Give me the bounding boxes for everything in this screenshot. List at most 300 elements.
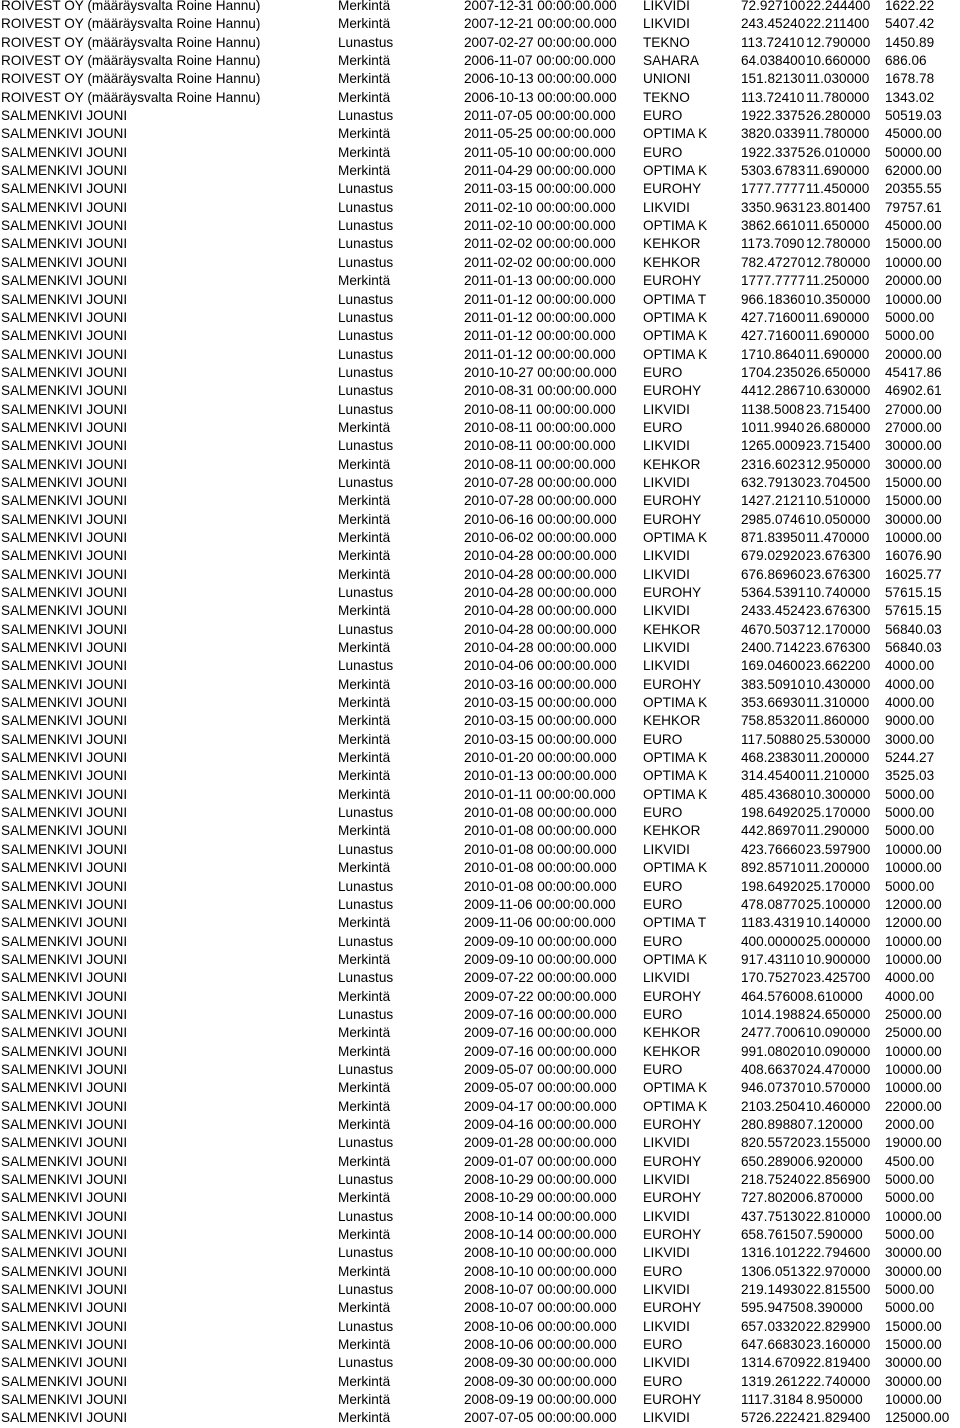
unit-count: 658.76150 (741, 1227, 806, 1243)
fund-name: SAHARA (643, 53, 699, 69)
transaction-date: 2006-10-13 00:00:00.000 (464, 71, 617, 87)
fund-name: OPTIMA T (643, 291, 707, 307)
transaction-type: Lunastus (338, 1061, 394, 1077)
transaction-type: Merkintä (338, 456, 391, 472)
unit-count: 1710.8640 (741, 346, 806, 362)
unit-count: 727.80200 (741, 1190, 806, 1206)
amount: 5000.00 (885, 1227, 935, 1243)
owner-name: ROIVEST OY (määräysvalta Roine Hannu) (1, 53, 261, 69)
transaction-type: Merkintä (338, 640, 391, 656)
transaction-type: Lunastus (338, 218, 394, 234)
fund-name: EURO (643, 364, 683, 380)
transaction-type: Merkintä (338, 823, 391, 839)
owner-name: SALMENKIVI JOUNI (1, 493, 128, 509)
table-row (0, 346, 960, 364)
owner-name: SALMENKIVI JOUNI (1, 896, 128, 912)
transaction-date: 2007-12-31 00:00:00.000 (464, 0, 617, 13)
fund-name: EURO (643, 419, 683, 435)
transaction-date: 2010-06-02 00:00:00.000 (464, 529, 617, 545)
amount: 15000.00 (885, 493, 942, 509)
unit-count: 4670.5037 (741, 621, 806, 637)
amount: 1343.02 (885, 89, 935, 105)
amount: 20355.55 (885, 181, 942, 197)
transaction-date: 2010-06-16 00:00:00.000 (464, 511, 617, 527)
owner-name: SALMENKIVI JOUNI (1, 1098, 128, 1114)
unit-count: 1173.7090 (741, 236, 805, 252)
table-row (0, 969, 960, 987)
transaction-date: 2010-01-08 00:00:00.000 (464, 841, 617, 857)
owner-name: SALMENKIVI JOUNI (1, 1282, 128, 1298)
amount: 10000.00 (885, 1208, 942, 1224)
unit-price: 23.715400 (806, 401, 871, 417)
fund-name: LIKVIDI (643, 970, 690, 986)
owner-name: SALMENKIVI JOUNI (1, 585, 128, 600)
transaction-type: Merkintä (338, 915, 391, 931)
amount: 22000.00 (885, 1098, 942, 1114)
transaction-type: Merkintä (338, 1392, 391, 1408)
table-row (0, 1061, 960, 1079)
owner-name: SALMENKIVI JOUNI (1, 1355, 128, 1371)
amount: 10000.00 (885, 1392, 942, 1408)
table-row (0, 327, 960, 345)
table-row (0, 657, 960, 675)
transaction-date: 2010-07-28 00:00:00.000 (464, 474, 617, 490)
table-row (0, 694, 960, 712)
unit-price: 11.200000 (806, 750, 870, 766)
table-row (0, 254, 960, 272)
transaction-type: Lunastus (338, 970, 394, 986)
unit-price: 26.280000 (806, 108, 871, 124)
owner-name: SALMENKIVI JOUNI (1, 658, 128, 674)
unit-count: 1319.2612 (741, 1373, 806, 1389)
amount: 30000.00 (885, 1355, 942, 1371)
transaction-date: 2009-11-06 00:00:00.000 (464, 896, 616, 912)
owner-name: SALMENKIVI JOUNI (1, 841, 128, 857)
transaction-date: 2007-02-27 00:00:00.000 (464, 34, 617, 50)
fund-name: LIKVIDI (643, 841, 690, 857)
unit-price: 23.704500 (806, 474, 871, 490)
unit-count: 383.50910 (741, 676, 806, 692)
unit-count: 64.038400 (741, 53, 806, 69)
owner-name: SALMENKIVI JOUNI (1, 144, 128, 160)
owner-name: SALMENKIVI JOUNI (1, 273, 128, 289)
owner-name: SALMENKIVI JOUNI (1, 1227, 128, 1243)
table-row (0, 180, 960, 198)
transaction-type: Lunastus (338, 309, 394, 325)
transaction-type: Lunastus (338, 346, 394, 362)
amount: 30000.00 (885, 456, 942, 472)
unit-price: 11.450000 (806, 181, 870, 197)
amount: 4000.00 (885, 970, 935, 986)
unit-price: 12.170000 (806, 621, 871, 637)
transaction-date: 2011-05-10 00:00:00.000 (464, 144, 616, 160)
transaction-type: Lunastus (338, 585, 394, 600)
transaction-date: 2009-05-07 00:00:00.000 (464, 1061, 617, 1077)
transaction-type: Merkintä (338, 511, 391, 527)
unit-count: 1922.3375 (741, 108, 806, 124)
unit-price: 22.970000 (806, 1263, 871, 1279)
owner-name: SALMENKIVI JOUNI (1, 438, 128, 454)
owner-name: SALMENKIVI JOUNI (1, 199, 128, 215)
owner-name: SALMENKIVI JOUNI (1, 126, 128, 142)
transaction-type: Lunastus (338, 438, 394, 454)
owner-name: SALMENKIVI JOUNI (1, 548, 128, 564)
transaction-date: 2009-07-22 00:00:00.000 (464, 988, 617, 1004)
transaction-type: Merkintä (338, 1153, 391, 1169)
table-row (0, 162, 960, 180)
unit-price: 23.160000 (806, 1337, 871, 1353)
owner-name: ROIVEST OY (määräysvalta Roine Hannu) (1, 89, 261, 105)
unit-count: 1265.0009 (741, 438, 806, 454)
table-row (0, 1116, 960, 1134)
transaction-date: 2009-04-17 00:00:00.000 (464, 1098, 617, 1114)
amount: 4000.00 (885, 676, 935, 692)
unit-count: 4412.2867 (741, 383, 806, 399)
table-row (0, 1098, 960, 1116)
table-row (0, 15, 960, 33)
table-row (0, 1373, 960, 1391)
transaction-type: Merkintä (338, 493, 391, 509)
owner-name: SALMENKIVI JOUNI (1, 713, 128, 729)
unit-price: 10.090000 (806, 1025, 871, 1041)
transaction-type: Lunastus (338, 401, 394, 417)
unit-price: 10.740000 (806, 585, 871, 600)
unit-price: 10.350000 (806, 291, 871, 307)
fund-name: LIKVIDI (643, 1282, 690, 1298)
fund-name: KEHKOR (643, 823, 701, 839)
transaction-type: Merkintä (338, 1190, 391, 1206)
amount: 15000.00 (885, 236, 942, 252)
owner-name: SALMENKIVI JOUNI (1, 401, 128, 417)
owner-name: SALMENKIVI JOUNI (1, 1392, 128, 1408)
transaction-type: Merkintä (338, 144, 391, 160)
amount: 12000.00 (885, 896, 942, 912)
unit-price: 23.597900 (806, 841, 871, 857)
transaction-type: Lunastus (338, 254, 394, 270)
fund-name: EURO (643, 878, 683, 894)
unit-price: 10.510000 (806, 493, 871, 509)
transaction-date: 2011-01-12 00:00:00.000 (464, 328, 616, 344)
table-row (0, 52, 960, 70)
owner-name: SALMENKIVI JOUNI (1, 915, 128, 931)
fund-name: KEHKOR (643, 621, 701, 637)
unit-price: 25.100000 (806, 896, 871, 912)
transaction-date: 2009-01-07 00:00:00.000 (464, 1153, 617, 1169)
unit-price: 11.690000 (806, 328, 870, 344)
transaction-date: 2010-04-28 00:00:00.000 (464, 566, 617, 582)
owner-name: SALMENKIVI JOUNI (1, 731, 128, 747)
owner-name: SALMENKIVI JOUNI (1, 474, 128, 490)
unit-count: 820.55720 (741, 1135, 806, 1151)
unit-count: 650.28900 (741, 1153, 806, 1169)
table-row (0, 841, 960, 859)
unit-count: 2477.7006 (741, 1025, 806, 1041)
table-row (0, 1281, 960, 1299)
transaction-date: 2010-01-20 00:00:00.000 (464, 750, 617, 766)
amount: 10000.00 (885, 254, 942, 270)
transaction-date: 2009-09-10 00:00:00.000 (464, 951, 617, 967)
unit-count: 478.08770 (741, 896, 806, 912)
transaction-date: 2010-04-28 00:00:00.000 (464, 621, 617, 637)
owner-name: SALMENKIVI JOUNI (1, 805, 128, 821)
amount: 5000.00 (885, 309, 935, 325)
table-row (0, 1079, 960, 1097)
transaction-date: 2009-07-16 00:00:00.000 (464, 1043, 617, 1059)
unit-price: 11.310000 (806, 695, 870, 711)
fund-name: OPTIMA K (643, 695, 708, 711)
unit-price: 10.660000 (806, 53, 871, 69)
fund-name: TEKNO (643, 89, 690, 105)
owner-name: SALMENKIVI JOUNI (1, 419, 128, 435)
table-row (0, 767, 960, 785)
unit-count: 151.82130 (741, 71, 806, 87)
table-row (0, 878, 960, 896)
transaction-type: Lunastus (338, 199, 394, 215)
unit-price: 11.470000 (806, 529, 870, 545)
fund-name: EUROHY (643, 676, 702, 692)
unit-price: 22.856900 (806, 1172, 871, 1187)
amount: 62000.00 (885, 163, 942, 179)
unit-count: 314.45400 (741, 768, 806, 784)
unit-count: 1427.2121 (741, 493, 806, 509)
transaction-type: Merkintä (338, 1098, 391, 1114)
transaction-type: Merkintä (338, 750, 391, 766)
amount: 30000.00 (885, 511, 942, 527)
unit-count: 218.75240 (741, 1172, 806, 1187)
fund-name: OPTIMA K (643, 309, 708, 325)
unit-count: 647.66830 (741, 1337, 806, 1353)
fund-name: EUROHY (643, 181, 702, 197)
unit-price: 22.810000 (806, 1208, 871, 1224)
owner-name: SALMENKIVI JOUNI (1, 621, 128, 637)
owner-name: SALMENKIVI JOUNI (1, 328, 128, 344)
table-row (0, 0, 960, 15)
owner-name: SALMENKIVI JOUNI (1, 1245, 128, 1261)
table-row (0, 804, 960, 822)
transaction-type: Merkintä (338, 1300, 391, 1316)
amount: 3000.00 (885, 731, 935, 747)
unit-count: 595.94750 (741, 1300, 806, 1316)
table-row (0, 1409, 960, 1427)
transaction-date: 2010-01-08 00:00:00.000 (464, 805, 617, 821)
owner-name: SALMENKIVI JOUNI (1, 218, 128, 234)
owner-name: SALMENKIVI JOUNI (1, 1025, 128, 1041)
owner-name: SALMENKIVI JOUNI (1, 254, 128, 270)
table-row (0, 70, 960, 88)
table-row (0, 951, 960, 969)
amount: 16025.77 (885, 566, 942, 582)
unit-price: 25.170000 (806, 878, 871, 894)
table-row (0, 1391, 960, 1409)
unit-count: 5364.5391 (741, 585, 806, 600)
unit-count: 676.86960 (741, 566, 806, 582)
owner-name: SALMENKIVI JOUNI (1, 1061, 128, 1077)
fund-name: LIKVIDI (643, 1172, 690, 1187)
transaction-type: Merkintä (338, 163, 391, 179)
table-row (0, 621, 960, 639)
fund-name: EURO (643, 108, 683, 124)
amount: 50000.00 (885, 144, 942, 160)
unit-count: 1314.6709 (741, 1355, 806, 1371)
transaction-type: Lunastus (338, 1318, 394, 1334)
amount: 30000.00 (885, 1373, 942, 1389)
unit-price: 10.140000 (806, 915, 871, 931)
transaction-type: Merkintä (338, 768, 391, 784)
unit-price: 11.780000 (806, 126, 870, 142)
owner-name: SALMENKIVI JOUNI (1, 1208, 128, 1224)
transaction-type: Merkintä (338, 1043, 391, 1059)
owner-name: SALMENKIVI JOUNI (1, 970, 128, 986)
transaction-type: Merkintä (338, 951, 391, 967)
unit-price: 22.244400 (806, 0, 871, 13)
unit-price: 12.780000 (806, 254, 871, 270)
amount: 46902.61 (885, 383, 942, 399)
transaction-date: 2010-04-28 00:00:00.000 (464, 548, 617, 564)
transaction-date: 2009-04-16 00:00:00.000 (464, 1116, 617, 1132)
owner-name: SALMENKIVI JOUNI (1, 860, 128, 876)
unit-count: 991.08020 (741, 1043, 806, 1059)
fund-name: EUROHY (643, 585, 702, 600)
fund-name: LIKVIDI (643, 658, 690, 674)
unit-count: 400.00000 (741, 933, 806, 949)
unit-count: 243.45240 (741, 16, 806, 32)
unit-price: 10.570000 (806, 1080, 871, 1096)
transaction-date: 2010-03-15 00:00:00.000 (464, 731, 617, 747)
transaction-type: Merkintä (338, 786, 391, 802)
fund-name: EUROHY (643, 988, 702, 1004)
unit-count: 113.72410 (741, 89, 805, 105)
transaction-date: 2010-01-08 00:00:00.000 (464, 823, 617, 839)
unit-count: 892.85710 (741, 860, 806, 876)
transaction-type: Merkintä (338, 1025, 391, 1041)
owner-name: SALMENKIVI JOUNI (1, 988, 128, 1004)
amount: 4000.00 (885, 695, 935, 711)
unit-count: 3862.6610 (741, 218, 806, 234)
transaction-type: Lunastus (338, 621, 394, 637)
amount: 5000.00 (885, 1300, 935, 1316)
fund-name: LIKVIDI (643, 603, 690, 619)
transaction-date: 2011-01-12 00:00:00.000 (464, 346, 616, 362)
unit-count: 917.43110 (741, 951, 805, 967)
transaction-type: Merkintä (338, 676, 391, 692)
transaction-date: 2010-01-08 00:00:00.000 (464, 878, 617, 894)
unit-count: 2400.7142 (741, 640, 806, 656)
owner-name: SALMENKIVI JOUNI (1, 1043, 128, 1059)
transaction-date: 2009-01-28 00:00:00.000 (464, 1135, 617, 1151)
table-row (0, 1318, 960, 1336)
transaction-type: Merkintä (338, 53, 391, 69)
unit-count: 427.71600 (741, 309, 806, 325)
unit-count: 632.79130 (741, 474, 806, 490)
table-row (0, 988, 960, 1006)
transaction-type: Lunastus (338, 1282, 394, 1298)
owner-name: SALMENKIVI JOUNI (1, 108, 128, 124)
fund-name: EURO (643, 1373, 683, 1389)
fund-name: LIKVIDI (643, 1135, 690, 1151)
fund-name: LIKVIDI (643, 548, 690, 564)
unit-price: 22.211400 (806, 16, 870, 32)
fund-name: KEHKOR (643, 713, 701, 729)
transaction-type: Lunastus (338, 1245, 394, 1261)
fund-name: OPTIMA K (643, 1080, 708, 1096)
unit-count: 2103.2504 (741, 1098, 806, 1114)
transaction-date: 2010-07-28 00:00:00.000 (464, 493, 617, 509)
unit-price: 8.610000 (806, 988, 863, 1004)
unit-count: 2316.6023 (741, 456, 806, 472)
unit-price: 23.676300 (806, 566, 871, 582)
unit-price: 26.010000 (806, 144, 871, 160)
transaction-date: 2006-10-13 00:00:00.000 (464, 89, 617, 105)
unit-count: 871.83950 (741, 529, 806, 545)
table-row (0, 1244, 960, 1262)
transaction-type: Lunastus (338, 896, 394, 912)
transaction-date: 2010-08-11 00:00:00.000 (464, 456, 616, 472)
unit-count: 966.18360 (741, 291, 806, 307)
unit-price: 23.676300 (806, 548, 871, 564)
table-row (0, 364, 960, 382)
unit-price: 12.950000 (806, 456, 871, 472)
unit-price: 25.530000 (806, 731, 871, 747)
fund-name: EURO (643, 1061, 683, 1077)
amount: 5407.42 (885, 16, 935, 32)
transaction-type: Merkintä (338, 419, 391, 435)
table-row (0, 291, 960, 309)
amount: 2000.00 (885, 1116, 935, 1132)
amount: 4500.00 (885, 1153, 935, 1169)
table-row (0, 89, 960, 107)
table-row (0, 859, 960, 877)
transaction-date: 2008-10-10 00:00:00.000 (464, 1263, 617, 1279)
owner-name: SALMENKIVI JOUNI (1, 291, 128, 307)
transaction-date: 2010-04-28 00:00:00.000 (464, 585, 617, 600)
amount: 10000.00 (885, 933, 942, 949)
fund-name: LIKVIDI (643, 1355, 690, 1371)
unit-price: 11.690000 (806, 163, 870, 179)
transaction-type: Merkintä (338, 1227, 391, 1243)
table-row (0, 437, 960, 455)
transaction-type: Merkintä (338, 1080, 391, 1096)
owner-name: SALMENKIVI JOUNI (1, 1172, 128, 1187)
table-row (0, 199, 960, 217)
fund-name: KEHKOR (643, 1025, 701, 1041)
transaction-type: Merkintä (338, 603, 391, 619)
amount: 125000.00 (885, 1410, 950, 1426)
fund-name: UNIONI (643, 71, 691, 87)
unit-price: 10.460000 (806, 1098, 871, 1114)
transaction-date: 2008-10-29 00:00:00.000 (464, 1190, 617, 1206)
unit-count: 280.89880 (741, 1116, 806, 1132)
amount: 5000.00 (885, 328, 935, 344)
table-row (0, 1263, 960, 1281)
amount: 50519.03 (885, 108, 942, 124)
amount: 12000.00 (885, 915, 942, 931)
table-row (0, 1153, 960, 1171)
owner-name: SALMENKIVI JOUNI (1, 383, 128, 399)
table-row (0, 584, 960, 602)
unit-price: 6.920000 (806, 1153, 863, 1169)
transaction-type: Lunastus (338, 328, 394, 344)
unit-price: 10.300000 (806, 786, 871, 802)
unit-count: 2433.4524 (741, 603, 806, 619)
transaction-type: Lunastus (338, 1355, 394, 1371)
fund-name: KEHKOR (643, 456, 701, 472)
unit-count: 198.64920 (741, 878, 806, 894)
transaction-date: 2009-07-22 00:00:00.000 (464, 970, 617, 986)
unit-price: 23.676300 (806, 640, 871, 656)
table-row (0, 401, 960, 419)
unit-count: 198.64920 (741, 805, 806, 821)
unit-count: 423.76660 (741, 841, 806, 857)
